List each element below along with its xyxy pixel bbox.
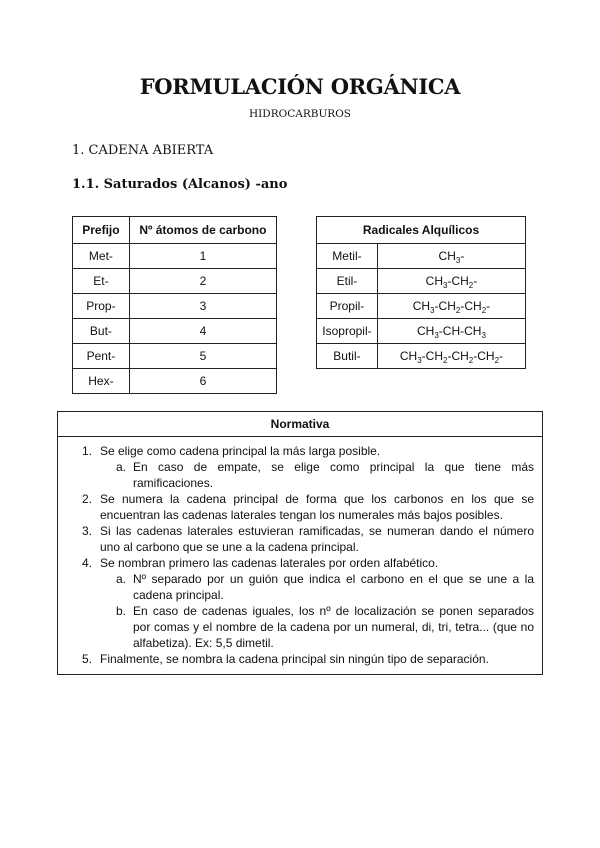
carbon-count-column-header: Nº átomos de carbono [129,217,276,244]
radical-name-cell: Isopropil- [317,319,378,344]
table-row [317,294,526,319]
table-row [73,319,277,344]
prefix-cell: Prop- [73,294,130,319]
radical-formula-cell: $CH_3-CH_2-CH_2-CH_2-$ [377,344,525,369]
radical-table-header: Radicales Alquílicos [317,217,526,244]
rule-number: 1. [82,444,93,458]
sub-rule-letter: b. [116,604,127,618]
page-subtitle: HIDROCARBUROS [248,108,352,120]
table-row [317,319,526,344]
rule-text: Se elige como cadena principal la más larga posible. [100,444,381,458]
table-row [73,369,277,394]
sub-rule-letter: a. [116,572,127,586]
table-row [317,344,526,369]
radical-name-cell: Etil- [317,269,378,294]
list-item [82,651,534,667]
radical-name-cell: Metil- [317,244,378,269]
subsection-heading-main: 1.1. Saturados (Alcanos) [72,177,251,192]
prefix-cell: Et- [73,269,130,294]
subsection-heading [72,177,287,192]
table-row [73,294,277,319]
rule-number: 2. [82,492,93,506]
table-row [73,244,277,269]
subsection-heading-suffix: -ano [255,177,288,192]
list-item [116,571,534,603]
radical-formula-cell: $CH_3-CH_2-$ [377,269,525,294]
radical-name-cell: Propil- [317,294,378,319]
prefix-cell: Pent- [73,344,130,369]
rule-text: Finalmente, se nombra la cadena principal sin ningún tipo de separación. [100,652,489,666]
rule-text: Se numera la cadena principal de forma que los carbonos en los que se encuentran las cadenas laterales tengan los numerales más bajos posibles. [100,492,534,522]
prefix-table [72,216,277,394]
rule-number: 5. [82,652,93,666]
rule-text: Si las cadenas laterales estuvieran ramificadas, se numeran dando el número uno al carbono que se une a la cadena principal. [100,524,534,554]
normativa-title: Normativa [58,412,542,437]
prefix-cell: Hex- [73,369,130,394]
carbon-count-cell: 4 [129,319,276,344]
radical-table [316,216,526,369]
page-title: FORMULACIÓN ORGÁNICA [139,74,461,99]
prefix-column-header: Prefijo [73,217,130,244]
carbon-count-cell: 1 [129,244,276,269]
rule-text: Se nombran primero las cadenas laterales por orden alfabético. [100,556,439,570]
normativa-box [57,411,543,675]
list-item [116,603,534,651]
prefix-cell: But- [73,319,130,344]
radical-name-cell: Butil- [317,344,378,369]
radical-formula-cell: $CH_3-CH-CH_3$ [377,319,525,344]
rule-number: 3. [82,524,93,538]
prefix-cell: Met- [73,244,130,269]
normativa-rules [58,437,542,674]
sub-rule-letter: a. [116,460,127,474]
list-item [82,523,534,555]
sub-rule-text: En caso de empate, se elige como principal la que tiene más ramificaciones. [133,460,534,490]
carbon-count-cell: 3 [129,294,276,319]
list-item [116,459,534,491]
table-row [73,344,277,369]
list-item [82,555,534,571]
sub-rule-text: En caso de cadenas iguales, los nº de localización se ponen separados por comas y el nombre de la cadena por un numeral, di, tri, tetra... (que no alfabetiza). Ex: 5,5 dimetil. [133,604,534,650]
list-item [82,491,534,523]
table-row [317,244,526,269]
carbon-count-cell: 6 [129,369,276,394]
carbon-count-cell: 5 [129,344,276,369]
sub-rule-text: Nº separado por un guión que indica el carbono en el que se une a la cadena principal. [133,572,534,602]
carbon-count-cell: 2 [129,269,276,294]
rule-number: 4. [82,556,93,570]
radical-formula-cell: $CH_3-$ [377,244,525,269]
section-heading: 1. CADENA ABIERTA [72,143,214,158]
list-item [82,443,534,459]
radical-formula-cell: $CH_3-CH_2-CH_2-$ [377,294,525,319]
table-row [73,269,277,294]
table-row [317,269,526,294]
